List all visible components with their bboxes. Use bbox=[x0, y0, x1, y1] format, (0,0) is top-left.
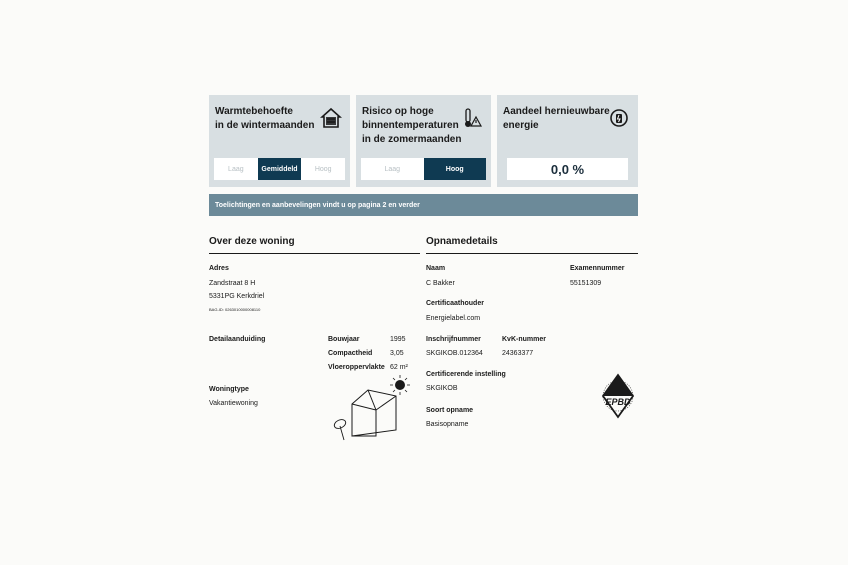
option-laag: Laag bbox=[228, 165, 244, 173]
house-sun-tree-illustration bbox=[330, 374, 420, 444]
vloer-label: Vloeroppervlakte bbox=[328, 364, 385, 371]
adres-line1: Zandstraat 8 H bbox=[209, 280, 256, 287]
examennummer-value: 55151309 bbox=[570, 280, 602, 287]
woningtype-value: Vakantiewoning bbox=[209, 400, 258, 407]
card-title: Warmtebehoefte in de wintermaanden bbox=[215, 106, 315, 131]
bouwjaar-value: 1995 bbox=[390, 336, 406, 343]
kvk-value: 24363377 bbox=[502, 350, 534, 357]
bag-id: BAG-ID: 0263010000008110 bbox=[209, 307, 261, 312]
card-title: Aandeel hernieuwbare energie bbox=[503, 106, 610, 131]
option-gemiddeld: Gemiddeld bbox=[258, 158, 302, 180]
woningtype-label: Woningtype bbox=[209, 386, 249, 393]
inschrijfnummer-label: Inschrijfnummer bbox=[426, 336, 481, 343]
card-warmtebehoefte bbox=[209, 95, 350, 187]
instelling-label: Certificerende instelling bbox=[426, 371, 506, 378]
soort-opname-value: Basisopname bbox=[426, 421, 469, 428]
section-heading-opname: Opnamedetails bbox=[426, 236, 638, 254]
house-heat-icon bbox=[320, 107, 342, 129]
detail-label: Detailaanduiding bbox=[209, 336, 266, 343]
compactheid-value: 3,05 bbox=[390, 350, 404, 357]
certificaathouder-value: Energielabel.com bbox=[426, 315, 481, 322]
adres-line2: 5331PG Kerkdriel bbox=[209, 293, 265, 300]
epbd-logo-text: EPBD bbox=[605, 397, 631, 407]
instelling-value: SKGIKOB bbox=[426, 385, 458, 392]
vloer-value: 62 m² bbox=[390, 364, 408, 371]
sun-icon bbox=[390, 375, 410, 395]
renewable-energy-icon bbox=[608, 107, 630, 129]
warmte-selector bbox=[214, 158, 345, 180]
option-hoog: Hoog bbox=[314, 165, 332, 173]
epbd-logo bbox=[600, 372, 636, 420]
soort-opname-label: Soort opname bbox=[426, 407, 474, 414]
adres-label: Adres bbox=[209, 265, 229, 272]
option-laag: Laag bbox=[384, 165, 401, 173]
bouwjaar-label: Bouwjaar bbox=[328, 336, 360, 343]
kvk-label: KvK-nummer bbox=[502, 336, 546, 343]
certificaathouder-label: Certificaathouder bbox=[426, 300, 484, 307]
renewable-percentage: 0,0 % bbox=[507, 158, 628, 180]
section-heading-woning: Over deze woning bbox=[209, 236, 420, 254]
card-risico-temperatuur bbox=[356, 95, 491, 187]
thermometer-warning-icon bbox=[461, 107, 483, 129]
info-banner: Toelichtingen en aanbevelingen vindt u op pagina 2 en verder bbox=[209, 194, 638, 216]
naam-value: C Bakker bbox=[426, 280, 455, 287]
compactheid-label: Compactheid bbox=[328, 350, 373, 357]
card-title: Risico op hoge binnentemperaturen in de zomermaanden bbox=[362, 106, 462, 145]
card-hernieuwbare-energie bbox=[497, 95, 638, 187]
option-hoog: Hoog bbox=[424, 158, 487, 180]
tree-icon bbox=[333, 418, 347, 440]
examennummer-label: Examennummer bbox=[570, 265, 625, 272]
risico-selector bbox=[361, 158, 486, 180]
naam-label: Naam bbox=[426, 265, 446, 272]
inschrijfnummer-value: SKGIKOB.012364 bbox=[426, 350, 483, 357]
